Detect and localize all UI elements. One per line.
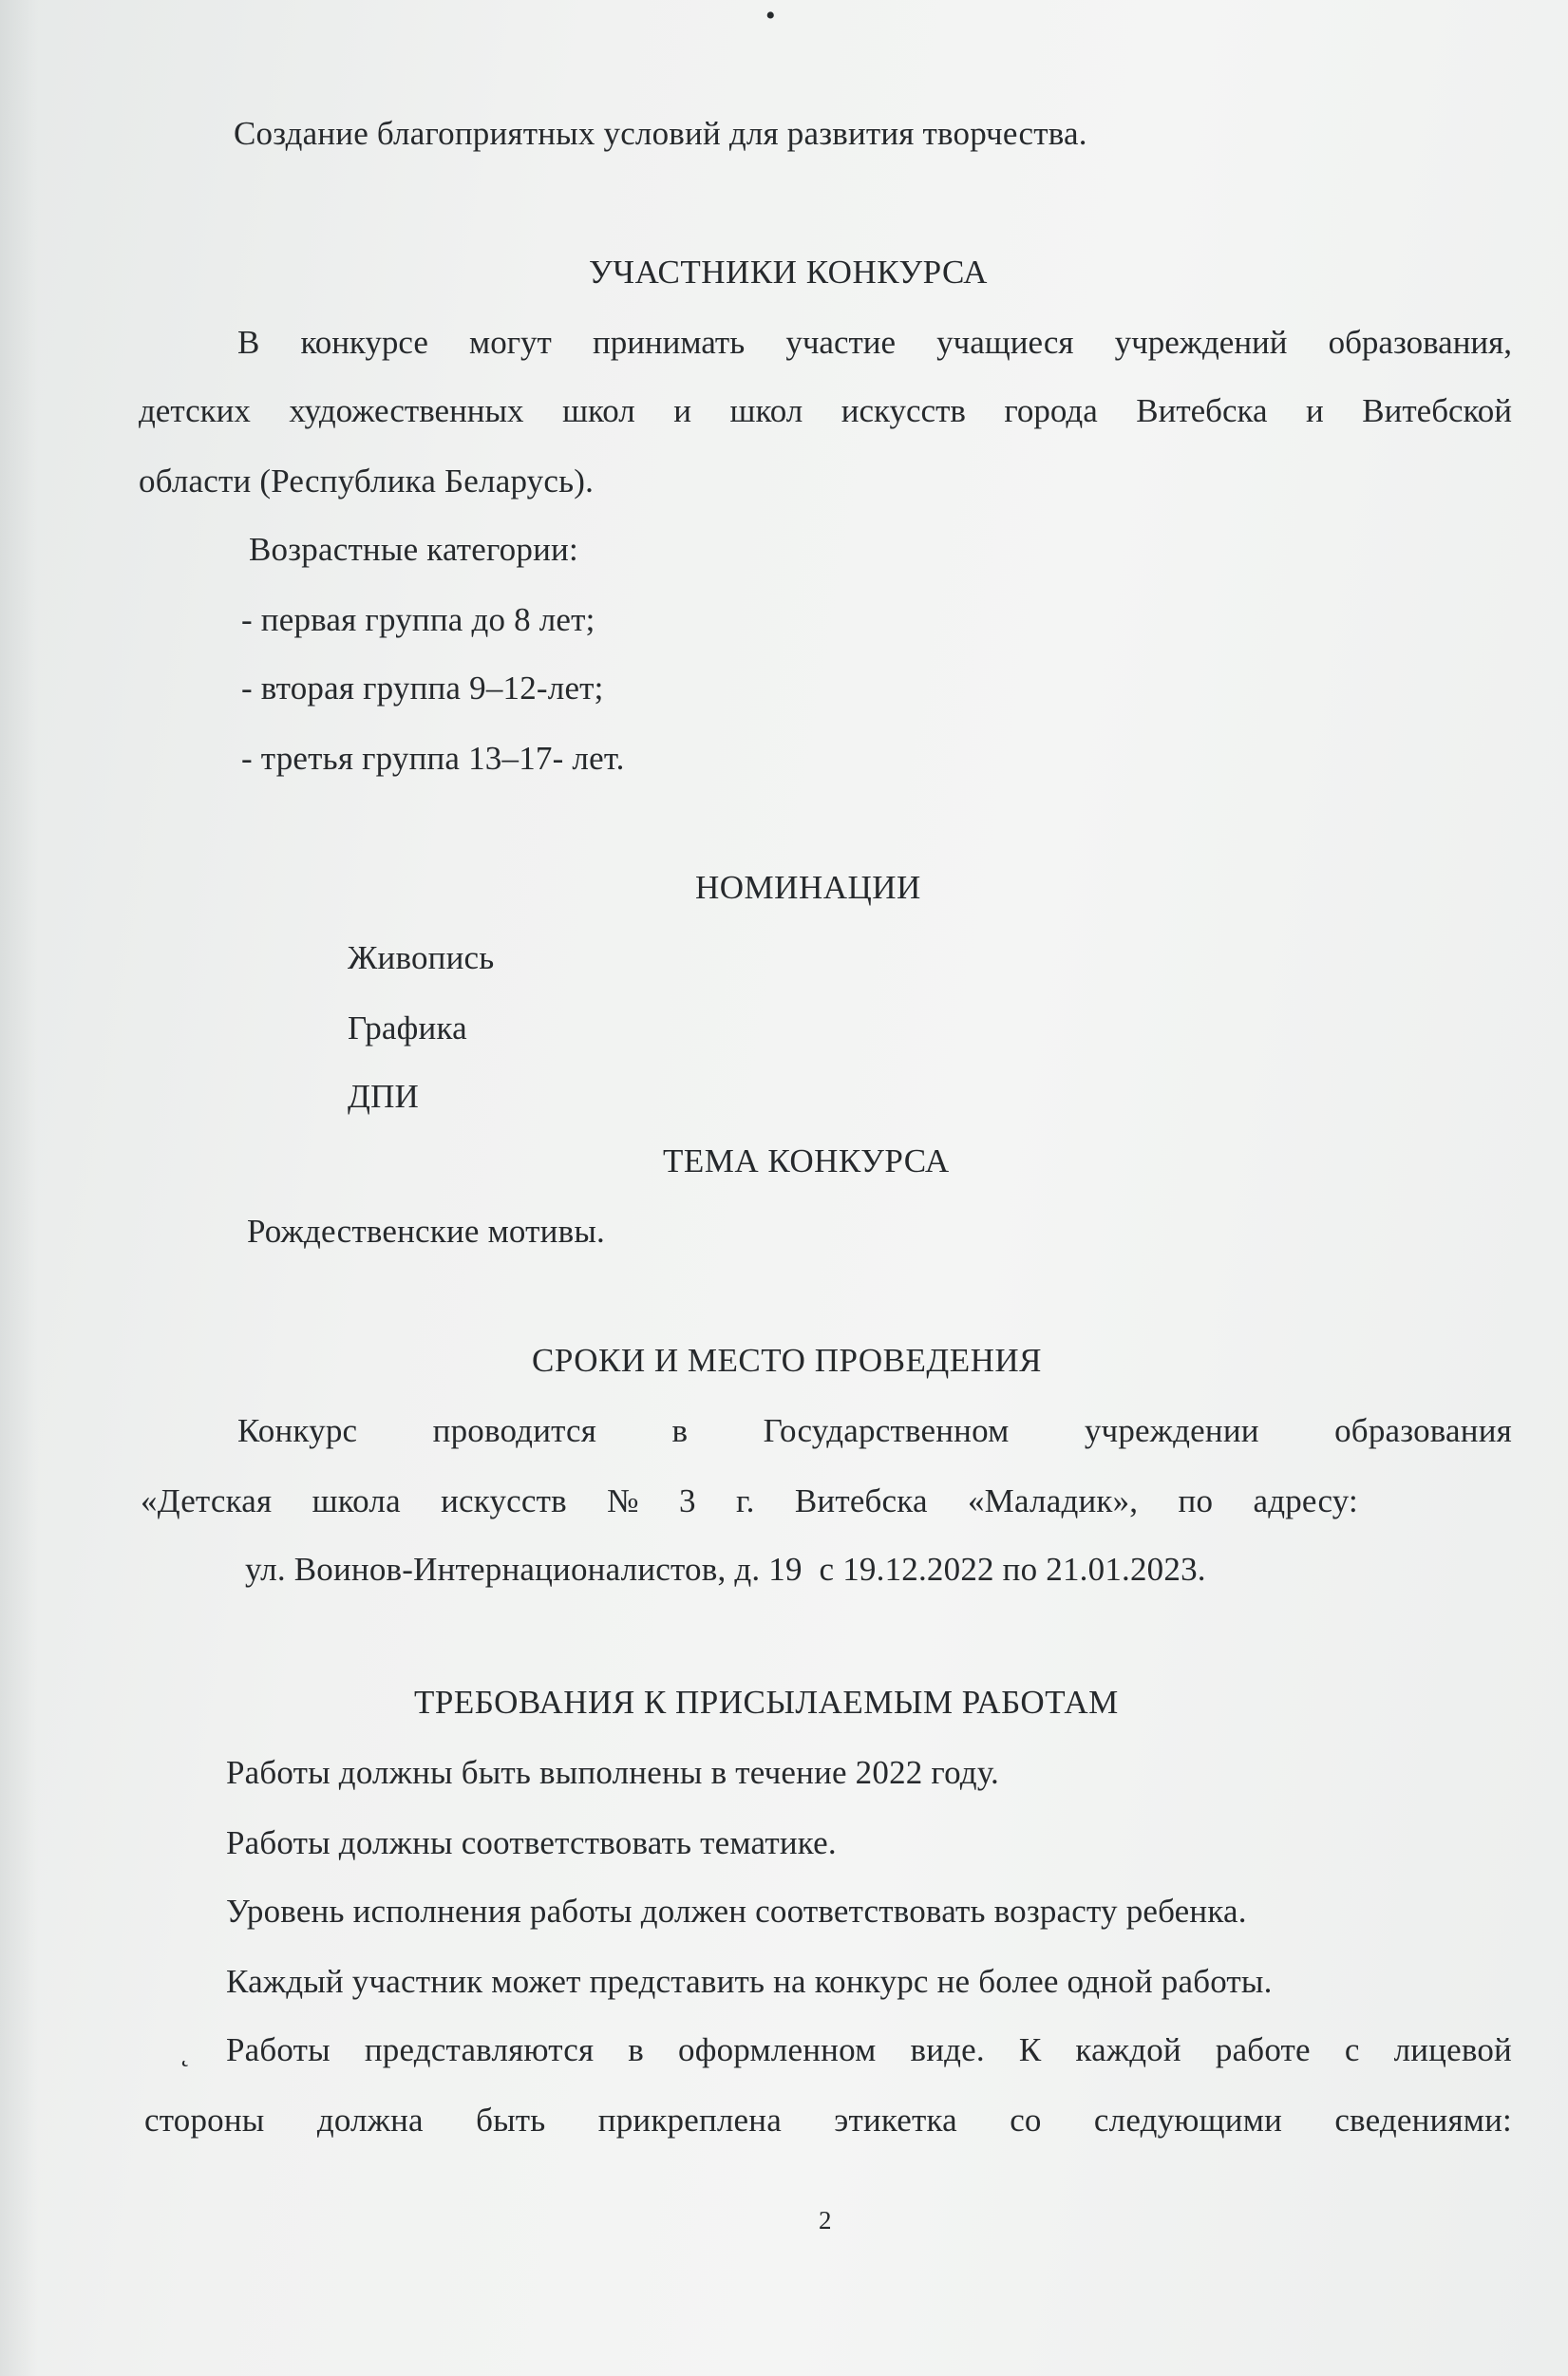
participants-para-text-1: В конкурсе могут принимать участие учащиеся учреждений образования, (237, 324, 1512, 361)
stray-mark: ˛ (180, 2036, 190, 2067)
requirement-5-line-1 (226, 2028, 1512, 2072)
nomination-graphics: Графика (348, 1009, 467, 1047)
age-categories-label: Возрастные категории: (249, 531, 578, 568)
requirement-1: Работы должны быть выполнены в течение 2022 году. (226, 1754, 999, 1791)
participants-para-text-2: детских художественных школ и школ искусств города Витебска и Витебской (139, 392, 1512, 429)
req-word: следующими (1093, 2102, 1283, 2139)
page-number: 2 (819, 2206, 832, 2235)
req-word: виде. (910, 2031, 985, 2068)
page-shadow (0, 0, 38, 2376)
req-word: стороны (144, 2102, 265, 2139)
nomination-dpi: ДПИ (348, 1078, 420, 1115)
dates-word: Витебска (794, 1482, 928, 1519)
req-word: представляются (364, 2031, 595, 2068)
req-word: в (628, 2031, 644, 2068)
requirement-3: Уровень исполнения работы должен соответствовать возрасту ребенка. (226, 1893, 1247, 1930)
dates-word: искусств (441, 1482, 567, 1519)
dates-word: по (1178, 1482, 1214, 1519)
requirement-2: Работы должны соответствовать тематике. (226, 1824, 837, 1861)
req-word: каждой (1075, 2031, 1181, 2068)
req-word: сведениями: (1334, 2102, 1512, 2139)
dates-word: Государственном (763, 1412, 1010, 1449)
req-word: работе (1215, 2031, 1311, 2068)
punch-mark: • (765, 0, 776, 31)
dates-word: Конкурс (237, 1412, 358, 1449)
age-group-3: - третья группа 13–17- лет. (241, 740, 625, 777)
dates-place-line-1 (237, 1409, 1512, 1453)
req-word: оформленном (678, 2031, 877, 2068)
dates-place-heading: СРОКИ И МЕСТО ПРОВЕДЕНИЯ (532, 1342, 1043, 1379)
dates-word: 3 (679, 1482, 696, 1519)
req-word: Работы (226, 2031, 331, 2068)
age-group-1: - первая группа до 8 лет; (241, 601, 595, 638)
dates-word: школа (312, 1482, 401, 1519)
intro-line: Создание благоприятных условий для развития творчества. (234, 115, 1087, 152)
dates-word: учреждении (1084, 1412, 1259, 1449)
theme-heading: ТЕМА КОНКУРСА (663, 1142, 950, 1179)
nominations-heading: НОМИНАЦИИ (695, 869, 921, 906)
requirement-4: Каждый участник может представить на конкурс не более одной работы. (226, 1963, 1273, 2000)
req-word: К (1018, 2031, 1042, 2068)
req-word: быть (476, 2102, 546, 2139)
dates-word: проводится (432, 1412, 597, 1449)
requirement-5-line-2 (144, 2099, 1512, 2142)
req-word: должна (316, 2102, 424, 2139)
dates-place-line-3: ул. Воинов-Интернационалистов, д. 19 с 19.12.2022 по 21.01.2023. (245, 1551, 1206, 1588)
dates-word: «Маладик», (967, 1482, 1139, 1519)
participants-para-line-1 (237, 321, 1512, 365)
theme-text: Рождественские мотивы. (247, 1213, 605, 1250)
participants-para-line-2 (139, 389, 1512, 433)
age-group-2: - вторая группа 9–12-лет; (241, 669, 604, 707)
dates-word: в (671, 1412, 689, 1449)
req-word: со (1010, 2102, 1042, 2139)
req-word: лицевой (1393, 2031, 1512, 2068)
nomination-painting: Живопись (348, 939, 495, 976)
req-word: прикреплена (597, 2102, 782, 2139)
dates-place-line-2 (141, 1480, 1358, 1523)
dates-word: «Детская (141, 1482, 273, 1519)
req-word: этикетка (834, 2102, 957, 2139)
participants-para-line-3: области (Республика Беларусь). (139, 462, 595, 500)
dates-word: адресу: (1253, 1482, 1358, 1519)
dates-word: г. (736, 1482, 755, 1519)
dates-word: № (607, 1482, 639, 1519)
dates-word: образования (1334, 1412, 1512, 1449)
req-word: с (1344, 2031, 1360, 2068)
participants-heading: УЧАСТНИКИ КОНКУРСА (589, 254, 988, 291)
requirements-heading: ТРЕБОВАНИЯ К ПРИСЫЛАЕМЫМ РАБОТАМ (414, 1684, 1119, 1721)
